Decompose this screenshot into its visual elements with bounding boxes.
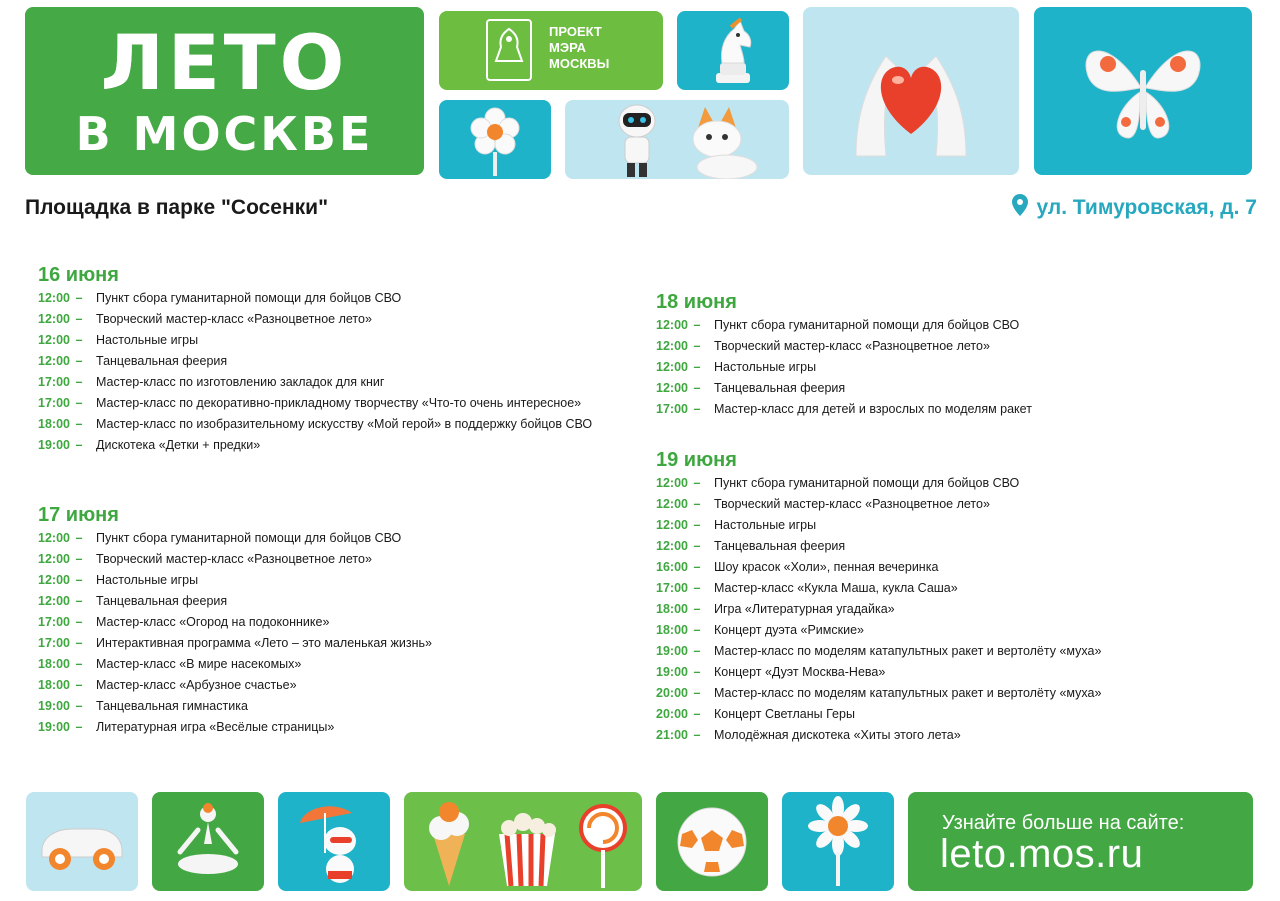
schedule-row (656, 360, 1216, 375)
event-text: Мастер-класс по моделям катапультных ракет и вертолёту «муха» (714, 644, 1102, 658)
event-time-value: 16:00 (656, 560, 688, 574)
event-text: Мастер-класс «В мире насекомых» (96, 657, 302, 671)
event-text: Концерт «Дуэт Москва-Нева» (714, 665, 886, 679)
event-text: Мастер-класс по моделям катапультных ракет и вертолёту «муха» (714, 686, 1102, 700)
time-dash: – (689, 318, 701, 332)
schedule-row (38, 636, 598, 651)
ice-cream-popcorn-lollipop-image (404, 792, 642, 891)
event-text: Пункт сбора гуманитарной помощи для бойцов СВО (96, 531, 402, 545)
day-block-16-june (38, 264, 598, 459)
event-time (38, 636, 96, 651)
event-time-value: 18:00 (38, 417, 70, 431)
schedule-row (656, 623, 1216, 638)
event-time (38, 699, 96, 714)
event-text: Литературная игра «Весёлые страницы» (96, 720, 335, 734)
website-banner[interactable] (908, 792, 1253, 891)
event-time-value: 18:00 (656, 602, 688, 616)
event-time (656, 339, 714, 354)
event-time-value: 12:00 (656, 476, 688, 490)
event-time (656, 644, 714, 659)
event-time (656, 476, 714, 491)
time-dash: – (689, 623, 701, 637)
event-time (38, 573, 96, 588)
event-time-value: 12:00 (656, 539, 688, 553)
event-time (656, 402, 714, 417)
event-text: Мастер-класс по декоративно-прикладному творчеству «Что-то очень интересное» (96, 396, 582, 410)
event-time-value: 17:00 (38, 396, 70, 410)
event-time-value: 12:00 (38, 291, 70, 305)
event-time (38, 375, 96, 390)
event-time-value: 19:00 (38, 720, 70, 734)
event-time (38, 657, 96, 672)
time-dash: – (689, 728, 701, 742)
schedule-row (656, 497, 1216, 512)
website-prompt: Узнайте больше на сайте: (942, 812, 1185, 834)
toy-car-image (26, 792, 138, 891)
schedule-row (38, 417, 598, 432)
event-time-value: 17:00 (656, 581, 688, 595)
schedule-row (38, 312, 598, 327)
event-time (656, 623, 714, 638)
schedule-row (656, 665, 1216, 680)
event-time (38, 354, 96, 369)
time-dash: – (71, 354, 83, 368)
mayor-project-text: ПРОЕКТ МЭРА МОСКВЫ (549, 24, 610, 71)
event-time (38, 594, 96, 609)
schedule-row (38, 333, 598, 348)
day-title: 17 июня (38, 504, 119, 526)
event-text: Интерактивная программа «Лето – это маленькая жизнь» (96, 636, 432, 650)
time-dash: – (71, 291, 83, 305)
time-dash: – (689, 665, 701, 679)
event-time (38, 552, 96, 567)
schedule-row (38, 531, 598, 546)
schedule-row (656, 602, 1216, 617)
event-time (38, 615, 96, 630)
event-time-value: 19:00 (38, 438, 70, 452)
event-time-value: 19:00 (38, 699, 70, 713)
day-block-18-june (656, 291, 1216, 423)
event-time (38, 312, 96, 327)
schedule-row (656, 539, 1216, 554)
event-time (656, 381, 714, 396)
event-time-value: 20:00 (656, 707, 688, 721)
event-time (656, 497, 714, 512)
event-time-value: 12:00 (38, 552, 70, 566)
event-text: Настольные игры (96, 573, 199, 587)
time-dash: – (689, 581, 701, 595)
time-dash: – (689, 644, 701, 658)
event-time (656, 665, 714, 680)
time-dash: – (71, 678, 83, 692)
event-time-value: 21:00 (656, 728, 688, 742)
event-text: Творческий мастер-класс «Разноцветное лето» (714, 339, 990, 353)
event-time-value: 12:00 (656, 497, 688, 511)
event-time-value: 12:00 (38, 312, 70, 326)
event-time-value: 18:00 (38, 657, 70, 671)
time-dash: – (71, 396, 83, 410)
day-block-19-june (656, 449, 1216, 749)
schedule-row (38, 291, 598, 306)
title-banner (25, 7, 424, 175)
event-text: Мастер-класс по изобразительному искусству «Мой герой» в поддержку бойцов СВО (96, 417, 593, 431)
schedule-row (38, 657, 598, 672)
schedule-row (38, 594, 598, 609)
event-text: Мастер-класс для детей и взрослых по моделям ракет (714, 402, 1032, 416)
event-time-value: 12:00 (38, 594, 70, 608)
event-text: Настольные игры (714, 360, 817, 374)
heart-in-hands-image (803, 7, 1019, 175)
event-time (656, 707, 714, 722)
event-text: Творческий мастер-класс «Разноцветное лето» (96, 312, 372, 326)
event-time (656, 360, 714, 375)
event-time-value: 12:00 (656, 518, 688, 532)
time-dash: – (689, 402, 701, 416)
event-text: Танцевальная феерия (714, 381, 846, 395)
time-dash: – (689, 518, 701, 532)
event-time-value: 19:00 (656, 665, 688, 679)
time-dash: – (71, 636, 83, 650)
event-time-value: 12:00 (656, 381, 688, 395)
schedule-row (656, 644, 1216, 659)
schedule-row (656, 707, 1216, 722)
time-dash: – (689, 560, 701, 574)
event-time (38, 417, 96, 432)
yoga-figure-image (152, 792, 264, 891)
event-time-value: 12:00 (38, 573, 70, 587)
time-dash: – (689, 381, 701, 395)
event-text: Танцевальная феерия (96, 594, 228, 608)
event-time (38, 291, 96, 306)
event-time-value: 17:00 (656, 402, 688, 416)
event-text: Пункт сбора гуманитарной помощи для бойцов СВО (714, 318, 1020, 332)
time-dash: – (71, 615, 83, 629)
event-time-value: 12:00 (38, 531, 70, 545)
event-time-value: 18:00 (38, 678, 70, 692)
address-text: ул. Тимуровская, д. 7 (1036, 196, 1257, 219)
event-text: Творческий мастер-класс «Разноцветное лето» (96, 552, 372, 566)
time-dash: – (689, 339, 701, 353)
schedule-row (656, 518, 1216, 533)
day-title: 19 июня (656, 449, 737, 471)
event-time (38, 438, 96, 453)
schedule-row (656, 560, 1216, 575)
event-time (656, 539, 714, 554)
event-text: Концерт Светланы Геры (714, 707, 855, 721)
event-text: Пункт сбора гуманитарной помощи для бойцов СВО (96, 291, 402, 305)
schedule-row (656, 728, 1216, 743)
event-time-value: 17:00 (38, 615, 70, 629)
event-time (38, 396, 96, 411)
event-time (656, 602, 714, 617)
schedule-row (656, 402, 1216, 417)
schedule-row (38, 615, 598, 630)
schedule-row (38, 573, 598, 588)
robot-and-corgi-image (565, 100, 789, 179)
event-time-value: 17:00 (38, 636, 70, 650)
event-text: Дискотека «Детки + предки» (96, 438, 261, 452)
schedule-row (38, 720, 598, 735)
time-dash: – (71, 375, 83, 389)
event-time-value: 12:00 (38, 333, 70, 347)
event-time (38, 333, 96, 348)
event-time-value: 20:00 (656, 686, 688, 700)
flower-image (439, 100, 551, 179)
schedule-row (656, 476, 1216, 491)
day-title: 18 июня (656, 291, 737, 313)
address (1012, 194, 1257, 222)
event-time (38, 678, 96, 693)
time-dash: – (71, 438, 83, 452)
time-dash: – (71, 699, 83, 713)
time-dash: – (689, 476, 701, 490)
event-time-value: 12:00 (38, 354, 70, 368)
day-block-17-june (38, 504, 598, 741)
schedule-row (38, 699, 598, 714)
time-dash: – (689, 707, 701, 721)
event-time (38, 720, 96, 735)
event-time-value: 12:00 (656, 318, 688, 332)
event-time (656, 686, 714, 701)
event-time (656, 560, 714, 575)
event-time-value: 18:00 (656, 623, 688, 637)
sunflower-image (782, 792, 894, 891)
event-time-value: 12:00 (656, 360, 688, 374)
time-dash: – (689, 602, 701, 616)
schedule-row (656, 318, 1216, 333)
butterfly-image (1034, 7, 1252, 175)
venue-title: Площадка в парке "Сосенки" (25, 196, 329, 219)
event-time (656, 518, 714, 533)
time-dash: – (689, 497, 701, 511)
schedule-row (656, 339, 1216, 354)
time-dash: – (71, 573, 83, 587)
event-time-value: 17:00 (38, 375, 70, 389)
time-dash: – (71, 417, 83, 431)
location-pin-icon (1012, 194, 1028, 222)
event-time-value: 12:00 (656, 339, 688, 353)
schedule-row (38, 552, 598, 567)
event-time (38, 531, 96, 546)
title-line-1: ЛЕТО (100, 18, 349, 107)
chess-knight-image (677, 11, 789, 90)
schedule-row (656, 581, 1216, 596)
event-time-value: 19:00 (656, 644, 688, 658)
event-text: Пункт сбора гуманитарной помощи для бойцов СВО (714, 476, 1020, 490)
time-dash: – (71, 594, 83, 608)
event-text: Настольные игры (96, 333, 199, 347)
schedule-row (38, 396, 598, 411)
event-text: Танцевальная феерия (96, 354, 228, 368)
schedule-row (38, 354, 598, 369)
title-line-2: В МОСКВЕ (75, 107, 374, 161)
time-dash: – (689, 686, 701, 700)
event-text: Настольные игры (714, 518, 817, 532)
event-text: Мастер-класс «Огород на подоконнике» (96, 615, 330, 629)
schedule-row (38, 678, 598, 693)
schedule-row (656, 381, 1216, 396)
time-dash: – (71, 312, 83, 326)
event-text: Творческий мастер-класс «Разноцветное лето» (714, 497, 990, 511)
event-text: Танцевальная гимнастика (96, 699, 248, 713)
event-text: Мастер-класс «Арбузное счастье» (96, 678, 297, 692)
soccer-ball-image (656, 792, 768, 891)
event-time (656, 318, 714, 333)
time-dash: – (689, 539, 701, 553)
beach-cat-image (278, 792, 390, 891)
time-dash: – (71, 657, 83, 671)
event-text: Мастер-класс «Кукла Маша, кукла Саша» (714, 581, 958, 595)
event-text: Игра «Литературная угадайка» (714, 602, 895, 616)
moscow-emblem-icon (486, 19, 532, 81)
event-time (656, 728, 714, 743)
event-text: Концерт дуэта «Римские» (714, 623, 864, 637)
schedule-row (656, 686, 1216, 701)
schedule-row (38, 375, 598, 390)
event-text: Мастер-класс по изготовлению закладок для книг (96, 375, 385, 389)
time-dash: – (71, 552, 83, 566)
schedule-row (38, 438, 598, 453)
website-url-link[interactable]: leto.mos.ru (940, 832, 1144, 876)
event-text: Танцевальная феерия (714, 539, 846, 553)
time-dash: – (71, 720, 83, 734)
event-time (656, 581, 714, 596)
time-dash: – (71, 531, 83, 545)
event-text: Молодёжная дискотека «Хиты этого лета» (714, 728, 961, 742)
time-dash: – (689, 360, 701, 374)
mayor-project-badge (439, 11, 663, 90)
day-title: 16 июня (38, 264, 119, 286)
time-dash: – (71, 333, 83, 347)
event-text: Шоу красок «Холи», пенная вечеринка (714, 560, 939, 574)
